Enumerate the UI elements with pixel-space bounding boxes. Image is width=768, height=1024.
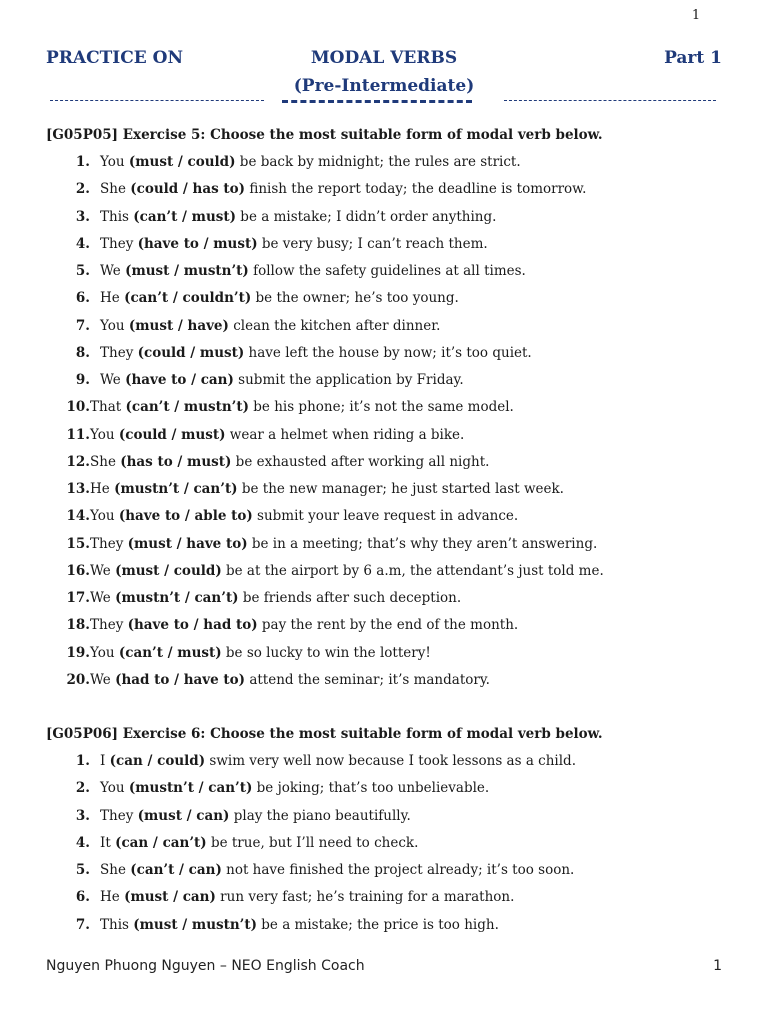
- question-rest: pay the rent by the end of the month.: [257, 617, 519, 634]
- question-item: [46, 285, 726, 312]
- question-item: [46, 449, 726, 476]
- question-text: [100, 830, 418, 857]
- footer: [46, 958, 722, 978]
- modal-options: (have to / had to): [127, 617, 258, 634]
- exercise-6-list: [46, 748, 726, 939]
- modal-options: (have to / can): [125, 372, 234, 388]
- question-number: 3.: [75, 208, 90, 225]
- question-number: 10.: [66, 399, 90, 416]
- question-text: [90, 667, 490, 694]
- question-number: 2.: [75, 181, 90, 198]
- question-text: [100, 340, 532, 367]
- question-number: 2.: [75, 780, 90, 797]
- question-text: [90, 585, 461, 612]
- question-number: 18.: [66, 617, 90, 634]
- question-subject: They: [90, 617, 128, 634]
- question-rest: run very fast; he’s training for a marathon.: [215, 889, 515, 906]
- question-subject: They: [90, 535, 128, 552]
- question-text: [90, 558, 604, 585]
- question-rest: not have finished the project already; it’s too soon.: [221, 862, 575, 878]
- question-text: [100, 367, 464, 394]
- question-subject: We: [90, 671, 116, 688]
- question-number: 13.: [66, 481, 90, 497]
- question-text: [100, 204, 496, 231]
- question-item: [46, 531, 726, 558]
- question-item: [46, 149, 726, 176]
- question-subject: He: [100, 889, 125, 906]
- question-number: 17.: [66, 590, 90, 606]
- question-rest: be very busy; I can’t reach them.: [257, 235, 488, 252]
- question-number: 19.: [66, 644, 90, 661]
- question-rest: be the new manager; he just started last week.: [237, 481, 564, 497]
- modal-options: (must / have): [128, 317, 229, 334]
- question-text: [100, 176, 586, 203]
- question-number: 7.: [75, 317, 90, 334]
- exercise-5-heading: [G05P05] Exercise 5: Choose the most suitable form of modal verb below.: [46, 127, 603, 143]
- question-number: 5.: [75, 263, 90, 279]
- modal-options: (must / could): [115, 562, 222, 579]
- question-text: [100, 884, 514, 911]
- modal-options: (must / have to): [127, 535, 248, 552]
- question-text: [100, 313, 440, 340]
- question-subject: He: [100, 290, 125, 307]
- question-item: [46, 748, 726, 775]
- question-number: 9.: [75, 372, 90, 388]
- question-number: 4.: [75, 834, 90, 851]
- header-right-title: Part 1: [664, 48, 722, 68]
- question-subject: They: [100, 344, 138, 361]
- question-text: [90, 612, 518, 639]
- question-item: [46, 803, 726, 830]
- modal-options: (mustn’t / can’t): [114, 481, 238, 497]
- question-subject: You: [90, 426, 119, 443]
- question-item: [46, 422, 726, 449]
- question-rest: be exhausted after working all night.: [231, 453, 490, 470]
- question-number: 16.: [66, 562, 90, 579]
- question-subject: We: [100, 263, 126, 279]
- question-item: [46, 503, 726, 530]
- modal-options: (must / mustn’t): [125, 263, 249, 279]
- question-number: 3.: [75, 807, 90, 824]
- question-rest: be his phone; it’s not the same model.: [248, 399, 514, 416]
- question-rest: be friends after such deception.: [238, 590, 462, 606]
- question-item: [46, 640, 726, 667]
- question-subject: You: [90, 508, 119, 525]
- modal-options: (must / can): [124, 889, 216, 906]
- question-text: [90, 394, 514, 421]
- question-number: 6.: [75, 290, 90, 307]
- modal-options: (can’t / must): [133, 208, 237, 225]
- modal-options: (mustn’t / can’t): [115, 590, 239, 606]
- question-text: [90, 449, 489, 476]
- question-number: 15.: [66, 535, 90, 552]
- exercise-6-heading: [G05P06] Exercise 6: Choose the most suitable form of modal verb below.: [46, 726, 603, 742]
- header-divider-middle: [282, 100, 472, 103]
- modal-options: (had to / have to): [115, 671, 246, 688]
- question-number: 11.: [66, 426, 90, 443]
- question-item: [46, 313, 726, 340]
- question-item: [46, 340, 726, 367]
- question-rest: swim very well now because I took lessons as a child.: [205, 753, 576, 769]
- page-number-top: 1: [691, 8, 701, 23]
- question-rest: be back by midnight; the rules are strict.: [235, 154, 521, 170]
- question-subject: He: [90, 481, 115, 497]
- question-item: [46, 775, 726, 802]
- question-subject: We: [100, 372, 126, 388]
- question-rest: be a mistake; I didn’t order anything.: [236, 208, 497, 225]
- question-item: [46, 830, 726, 857]
- question-rest: wear a helmet when riding a bike.: [225, 426, 465, 443]
- question-number: 1.: [75, 154, 90, 170]
- question-rest: submit your leave request in advance.: [252, 508, 519, 525]
- question-item: [46, 585, 726, 612]
- footer-page-number: 1: [713, 958, 722, 974]
- question-subject: This: [100, 208, 134, 225]
- question-number: 6.: [75, 889, 90, 906]
- question-subject: That: [90, 399, 126, 416]
- modal-options: (could / must): [118, 426, 226, 443]
- question-subject: They: [100, 807, 138, 824]
- question-item: [46, 258, 726, 285]
- question-subject: It: [100, 834, 116, 851]
- question-item: [46, 394, 726, 421]
- question-subject: She: [100, 181, 131, 198]
- modal-options: (can’t / must): [118, 644, 222, 661]
- modal-options: (has to / must): [120, 453, 232, 470]
- question-subject: You: [100, 154, 129, 170]
- question-number: 20.: [66, 671, 90, 688]
- modal-options: (could / has to): [130, 181, 246, 198]
- question-text: [90, 640, 431, 667]
- modal-options: (can’t / mustn’t): [125, 399, 249, 416]
- question-item: [46, 857, 726, 884]
- modal-options: (can / could): [109, 753, 206, 769]
- question-subject: They: [100, 235, 138, 252]
- question-rest: have left the house by now; it’s too quiet.: [244, 344, 532, 361]
- question-item: [46, 204, 726, 231]
- question-rest: be at the airport by 6 a.m, the attendant’s just told me.: [221, 562, 604, 579]
- question-text: [90, 476, 564, 503]
- question-rest: be true, but I’ll need to check.: [206, 834, 419, 851]
- modal-options: (must / could): [128, 154, 236, 170]
- header-divider-left: [50, 100, 264, 101]
- question-text: [100, 149, 521, 176]
- question-text: [100, 258, 526, 285]
- question-number: 8.: [75, 344, 90, 361]
- modal-options: (must / can): [137, 807, 230, 824]
- question-rest: clean the kitchen after dinner.: [228, 317, 441, 334]
- question-text: [100, 857, 574, 884]
- question-number: 14.: [66, 508, 90, 525]
- header: [46, 48, 722, 72]
- question-item: [46, 476, 726, 503]
- question-text: [100, 803, 411, 830]
- question-number: 4.: [75, 235, 90, 252]
- header-divider-right: [504, 100, 716, 101]
- modal-options: (could / must): [137, 344, 245, 361]
- header-left-title: PRACTICE ON: [46, 48, 183, 68]
- question-item: [46, 612, 726, 639]
- question-text: [100, 775, 489, 802]
- question-rest: play the piano beautifully.: [229, 807, 411, 824]
- question-rest: attend the seminar; it’s mandatory.: [245, 671, 490, 688]
- question-rest: be in a meeting; that’s why they aren’t answering.: [247, 535, 598, 552]
- header-subtitle: (Pre-Intermediate): [293, 76, 475, 96]
- question-item: [46, 912, 726, 939]
- question-number: 7.: [75, 916, 90, 933]
- question-item: [46, 667, 726, 694]
- question-subject: You: [100, 780, 129, 797]
- question-rest: be a mistake; the price is too high.: [256, 916, 499, 933]
- modal-options: (mustn’t / can’t): [128, 780, 253, 797]
- modal-options: (can’t / couldn’t): [124, 290, 252, 307]
- question-subject: You: [100, 317, 129, 334]
- question-number: 5.: [75, 862, 90, 878]
- question-rest: be the owner; he’s too young.: [251, 290, 459, 307]
- question-text: [100, 748, 576, 775]
- question-rest: be joking; that’s too unbelievable.: [252, 780, 490, 797]
- footer-author: Nguyen Phuong Nguyen – NEO English Coach: [46, 958, 365, 974]
- modal-options: (have to / able to): [118, 508, 253, 525]
- modal-options: (can’t / can): [130, 862, 222, 878]
- question-number: 1.: [75, 753, 90, 769]
- question-subject: This: [100, 916, 134, 933]
- modal-options: (must / mustn’t): [133, 916, 257, 933]
- question-item: [46, 231, 726, 258]
- question-number: 12.: [66, 453, 90, 470]
- header-center-title: MODAL VERBS: [310, 48, 458, 68]
- question-text: [100, 912, 499, 939]
- question-subject: You: [90, 644, 119, 661]
- question-rest: submit the application by Friday.: [233, 372, 464, 388]
- question-rest: finish the report today; the deadline is tomorrow.: [245, 181, 587, 198]
- question-item: [46, 558, 726, 585]
- question-subject: We: [90, 562, 116, 579]
- exercise-5-list: [46, 149, 726, 694]
- modal-options: (have to / must): [137, 235, 258, 252]
- question-rest: be so lucky to win the lottery!: [221, 644, 431, 661]
- question-item: [46, 367, 726, 394]
- question-subject: We: [90, 590, 116, 606]
- question-item: [46, 884, 726, 911]
- question-text: [90, 422, 464, 449]
- question-subject: I: [100, 753, 110, 769]
- modal-options: (can / can’t): [115, 834, 207, 851]
- question-text: [100, 231, 488, 258]
- question-subject: She: [100, 862, 131, 878]
- question-item: [46, 176, 726, 203]
- question-text: [100, 285, 459, 312]
- question-text: [90, 531, 597, 558]
- question-rest: follow the safety guidelines at all times.: [248, 263, 526, 279]
- question-subject: She: [90, 453, 121, 470]
- question-text: [90, 503, 518, 530]
